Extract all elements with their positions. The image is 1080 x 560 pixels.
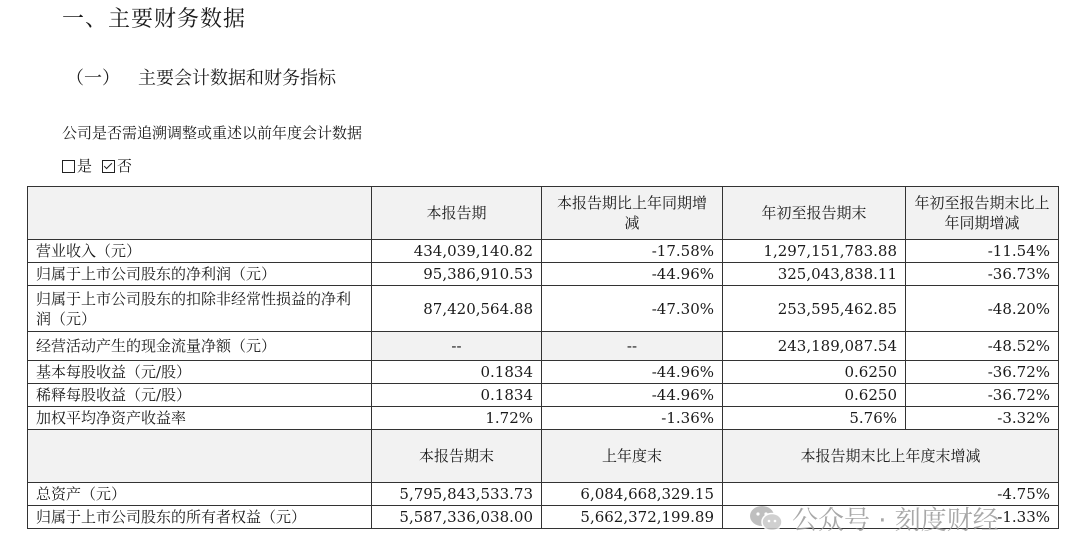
- cell-value: 5,795,843,533.73: [372, 483, 542, 506]
- cell-value: -44.96%: [542, 361, 723, 384]
- table-row: [28, 332, 1059, 361]
- cell-value: 0.6250: [723, 384, 906, 407]
- header-cell: 年初至报告期末: [723, 187, 906, 240]
- cell-value: -47.30%: [542, 286, 723, 332]
- table-row: [28, 240, 1059, 263]
- subsection-number: （一）: [66, 68, 120, 89]
- subsection-heading: [66, 64, 336, 90]
- financial-data-table: [27, 186, 1059, 529]
- row-label: 归属于上市公司股东的所有者权益（元）: [28, 506, 372, 529]
- cell-value: --: [372, 332, 542, 361]
- checkbox-unchecked-icon[interactable]: [62, 160, 75, 173]
- table-row: [28, 407, 1059, 430]
- row-label: 稀释每股收益（元/股）: [28, 384, 372, 407]
- cell-value: 434,039,140.82: [372, 240, 542, 263]
- header-cell: [28, 430, 372, 483]
- restatement-question: 公司是否需追溯调整或重述以前年度会计数据: [62, 124, 363, 142]
- table-header-row: [28, 187, 1059, 240]
- option-yes-label: 是: [77, 157, 93, 175]
- cell-value: -11.54%: [906, 240, 1059, 263]
- cell-value: 0.1834: [372, 361, 542, 384]
- cell-value: -36.72%: [906, 361, 1059, 384]
- cell-value: -44.96%: [542, 384, 723, 407]
- cell-value: -1.33%: [723, 506, 1059, 529]
- cell-value: -36.73%: [906, 263, 1059, 286]
- header-cell: [28, 187, 372, 240]
- cell-value: --: [542, 332, 723, 361]
- row-label: 总资产（元）: [28, 483, 372, 506]
- table-row: [28, 384, 1059, 407]
- cell-value: -4.75%: [723, 483, 1059, 506]
- subsection-title: 主要会计数据和财务指标: [138, 68, 336, 89]
- row-label: 经营活动产生的现金流量净额（元）: [28, 332, 372, 361]
- cell-value: 325,043,838.11: [723, 263, 906, 286]
- table-row: [28, 361, 1059, 384]
- cell-value: -44.96%: [542, 263, 723, 286]
- cell-value: -48.52%: [906, 332, 1059, 361]
- row-label: 基本每股收益（元/股）: [28, 361, 372, 384]
- cell-value: -1.36%: [542, 407, 723, 430]
- cell-value: 5.76%: [723, 407, 906, 430]
- option-no[interactable]: [102, 155, 132, 176]
- option-no-label: 否: [117, 157, 133, 175]
- cell-value: -36.72%: [906, 384, 1059, 407]
- table-row: [28, 286, 1059, 332]
- cell-value: 0.1834: [372, 384, 542, 407]
- row-label: 归属于上市公司股东的净利润（元）: [28, 263, 372, 286]
- table-row: [28, 263, 1059, 286]
- row-label: 营业收入（元）: [28, 240, 372, 263]
- cell-value: 95,386,910.53: [372, 263, 542, 286]
- cell-value: 243,189,087.54: [723, 332, 906, 361]
- checkbox-checked-icon[interactable]: [102, 160, 115, 173]
- table-header-row: [28, 430, 1059, 483]
- header-cell: 年初至报告期末比上年同期增减: [906, 187, 1059, 240]
- cell-value: 0.6250: [723, 361, 906, 384]
- header-cell: 本报告期末比上年度末增减: [723, 430, 1059, 483]
- cell-value: 5,587,336,038.00: [372, 506, 542, 529]
- header-cell: 上年度末: [542, 430, 723, 483]
- header-cell: 本报告期比上年同期增减: [542, 187, 723, 240]
- cell-value: 253,595,462.85: [723, 286, 906, 332]
- table-row: [28, 483, 1059, 506]
- cell-value: 6,084,668,329.15: [542, 483, 723, 506]
- cell-value: 1,297,151,783.88: [723, 240, 906, 263]
- cell-value: -17.58%: [542, 240, 723, 263]
- table-row: [28, 506, 1059, 529]
- cell-value: 1.72%: [372, 407, 542, 430]
- row-label: 加权平均净资产收益率: [28, 407, 372, 430]
- cell-value: -48.20%: [906, 286, 1059, 332]
- section-heading: 一、主要财务数据: [62, 7, 247, 32]
- watermark-text: 公众号 · 刻度财经: [792, 506, 999, 536]
- cell-value: 87,420,564.88: [372, 286, 542, 332]
- header-cell: 本报告期: [372, 187, 542, 240]
- cell-value: 5,662,372,199.89: [542, 506, 723, 529]
- restatement-options: [62, 155, 142, 176]
- row-label: 归属于上市公司股东的扣除非经常性损益的净利润（元）: [28, 286, 372, 332]
- cell-value: -3.32%: [906, 407, 1059, 430]
- option-yes[interactable]: [62, 155, 92, 176]
- header-cell: 本报告期末: [372, 430, 542, 483]
